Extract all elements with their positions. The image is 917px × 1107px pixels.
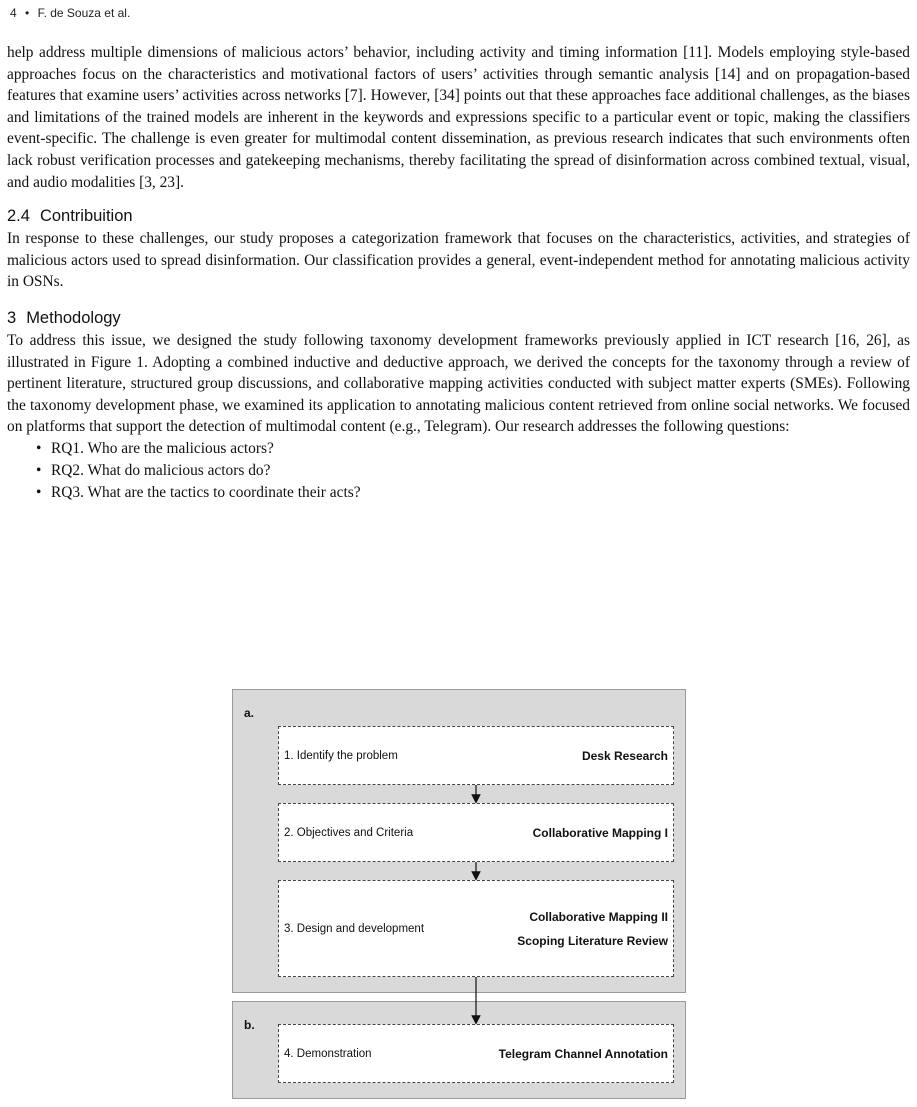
step-title: 4. Demonstration	[284, 1047, 372, 1060]
panel-a-label: a.	[244, 706, 255, 720]
contribution-paragraph: In response to these challenges, our study proposes a categorization framework that focuses on the characteristics, activities, and strategies of malicious actors used to spread disinformation. Our classification provides a general, event-independent method for annotating malicious activity in OSNs.	[7, 230, 910, 291]
step-method: Collaborative Mapping I	[532, 825, 668, 840]
body-text	[7, 42, 910, 504]
step-title: 1. Identify the problem	[284, 749, 398, 762]
header-separator: •	[25, 6, 30, 20]
running-header	[10, 6, 130, 20]
page-number: 4	[10, 6, 17, 20]
header-authors: F. de Souza et al.	[37, 6, 131, 20]
section-title: Methodology	[26, 308, 121, 327]
list-item: • RQ2. What do malicious actors do?	[51, 460, 910, 482]
list-item: • RQ3. What are the tactics to coordinate their acts?	[51, 482, 910, 504]
step-method: Collaborative Mapping II	[529, 910, 668, 924]
methodology-paragraph: To address this issue, we designed the study following taxonomy development frameworks previously applied in ICT research [16, 26], as illustrated in Figure 1. Adopting a combined inductive and deductive approach, we derived the concepts for the taxonomy through a review of pertinent literature, structured group discussions, and collaborative mapping activities conducted with subject matter experts (SMEs). Following the taxonomy development phase, we examined its application to annotating malicious content retrieved from online social networks. We focused on platforms that support the detection of multimodal content (e.g., Telegram). Our research addresses the following questions:	[7, 331, 910, 436]
panel-b-label: b.	[244, 1018, 255, 1032]
intro-paragraph: help address multiple dimensions of malicious actors’ behavior, including activity and timing information [11]. Models employing style-based approaches focus on the characteristics and motivational factors of users’ activities through semantic analysis [14] and on propagation-based features that examine users’ activities across networks [7]. However, [34] points out that these approaches face additional challenges, as the biases and limitations of the trained models are inherent in the keywords and expressions specific to a particular event or topic, making the classifiers event-specific. The challenge is even greater for multimodal content dissemination, as previous research indicates that such environments often lack robust verification processes and gatekeeping mechanisms, thereby facilitating the spread of disinformation across combined textual, visual, and audio modalities [3, 23].	[7, 44, 910, 191]
step-title: 3. Design and development	[284, 922, 425, 935]
step-title: 2. Objectives and Criteria	[284, 826, 414, 839]
figure-1	[232, 689, 686, 1101]
step-method: Telegram Channel Annotation	[498, 1046, 668, 1061]
step-method: Desk Research	[581, 748, 668, 763]
section-number: 2.4	[7, 207, 30, 226]
research-questions-list	[7, 438, 910, 504]
list-item: • RQ1. Who are the malicious actors?	[51, 438, 910, 460]
flow-arrows	[232, 689, 686, 1101]
section-heading-contribution	[7, 204, 910, 228]
step-method: Scoping Literature Review	[517, 934, 668, 948]
section-heading-methodology	[7, 306, 910, 330]
section-number: 3	[7, 308, 17, 327]
section-title: Contribuition	[39, 207, 133, 226]
